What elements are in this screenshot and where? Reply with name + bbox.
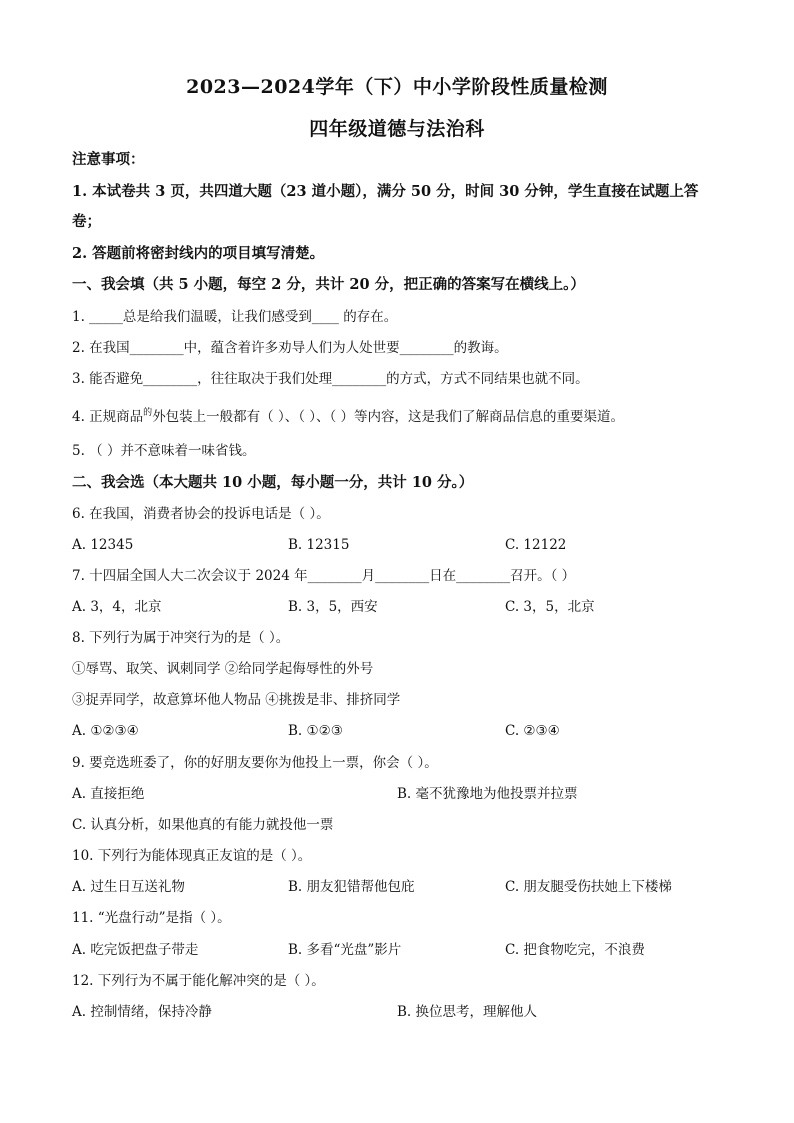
exam-subtitle: 四年级道德与法治科 <box>309 118 485 140</box>
question-7-option-a: A. 3，4，北京 <box>72 599 162 615</box>
question-8-statements-2: ③捉弄同学，故意算坏他人物品 ④挑拨是非、排挤同学 <box>72 692 401 708</box>
question-8-option-b: B. ①②③ <box>288 723 343 739</box>
notice-heading: 注意事项： <box>72 151 145 168</box>
question-10-stem: 10. 下列行为能体现真正友谊的是（ ）。 <box>72 848 312 864</box>
question-4-part-b: 外包装上一般都有（ ）、（ ）、（ ）等内容，这是我们了解商品信息的重要渠道。 <box>152 409 625 425</box>
question-6-option-c: C. 12122 <box>505 537 567 553</box>
question-4 <box>72 407 624 429</box>
question-6-option-b: B. 12315 <box>288 537 350 553</box>
question-8-statements-1: ①辱骂、取笑、讽刺同学 ②给同学起侮辱性的外号 <box>72 661 374 677</box>
question-1: 1. _____总是给我们温暖，让我们感受到____ 的存在。 <box>72 309 398 325</box>
question-7-option-b: B. 3，5，西安 <box>288 599 378 615</box>
notice-item-2: 2. 答题前将密封线内的项目填写清楚。 <box>72 245 325 262</box>
question-11-stem: 11. “光盘行动”是指（ ）。 <box>72 910 231 926</box>
notice-item-1: 1. 本试卷共 3 页，共四道大题（23 道小题），满分 50 分，时间 30 分钟，学生直接在试题上答 <box>72 183 699 200</box>
question-12-option-b: B. 换位思考，理解他人 <box>397 1004 538 1020</box>
question-8-stem: 8. 下列行为属于冲突行为的是（ ）。 <box>72 630 290 646</box>
question-3: 3. 能否避免________，往往取决于我们处理________的方式，方式不同结果也就不同。 <box>72 371 589 387</box>
question-9-option-a: A. 直接拒绝 <box>72 786 145 802</box>
question-8-option-a: A. ①②③④ <box>72 723 139 739</box>
question-9-option-c: C. 认真分析，如果他真的有能力就投他一票 <box>72 817 334 833</box>
question-6-stem: 6. 在我国，消费者协会的投诉电话是（ ）。 <box>72 506 330 522</box>
question-10-option-c: C. 朋友腿受伤扶她上下楼梯 <box>505 879 672 895</box>
question-4-part-a: 4. 正规商品 <box>72 409 144 425</box>
section-2-heading: 二、我会选（本大题共 10 小题，每小题一分，共计 10 分。） <box>72 474 474 491</box>
question-8-option-c: C. ②③④ <box>505 723 560 739</box>
question-11-option-b: B. 多看“光盘”影片 <box>288 942 402 958</box>
question-11-option-c: C. 把食物吃完，不浪费 <box>505 942 645 958</box>
question-6-option-a: A. 12345 <box>72 537 134 553</box>
question-2: 2. 在我国________中，蕴含着许多劝导人们为人处世要________的教诲。 <box>72 340 508 356</box>
question-9-stem: 9. 要竞选班委了，你的好朋友要你为他投上一票，你会（ ）。 <box>72 755 438 771</box>
question-12-stem: 12. 下列行为不属于能化解冲突的是（ ）。 <box>72 973 325 989</box>
section-1-heading: 一、我会填（共 5 小题，每空 2 分，共计 20 分，把正确的答案写在横线上。） <box>72 276 585 293</box>
question-10-option-a: A. 过生日互送礼物 <box>72 879 185 895</box>
question-5: 5. （ ）并不意味着一味省钱。 <box>72 443 256 459</box>
question-12-option-a: A. 控制情绪，保持冷静 <box>72 1004 212 1020</box>
notice-item-1-cont: 卷； <box>72 213 101 230</box>
question-10-option-b: B. 朋友犯错帮他包庇 <box>288 879 415 895</box>
question-4-superscript: 的 <box>143 408 153 418</box>
question-9-option-b: B. 毫不犹豫地为他投票并拉票 <box>397 786 578 802</box>
question-7-stem: 7. 十四届全国人大二次会议于 2024 年________月________日在________召开。（ ） <box>72 568 576 584</box>
question-11-option-a: A. 吃完饭把盘子带走 <box>72 942 199 958</box>
exam-title: 2023—2024学年（下）中小学阶段性质量检测 <box>186 76 608 98</box>
question-7-option-c: C. 3，5，北京 <box>505 599 595 615</box>
